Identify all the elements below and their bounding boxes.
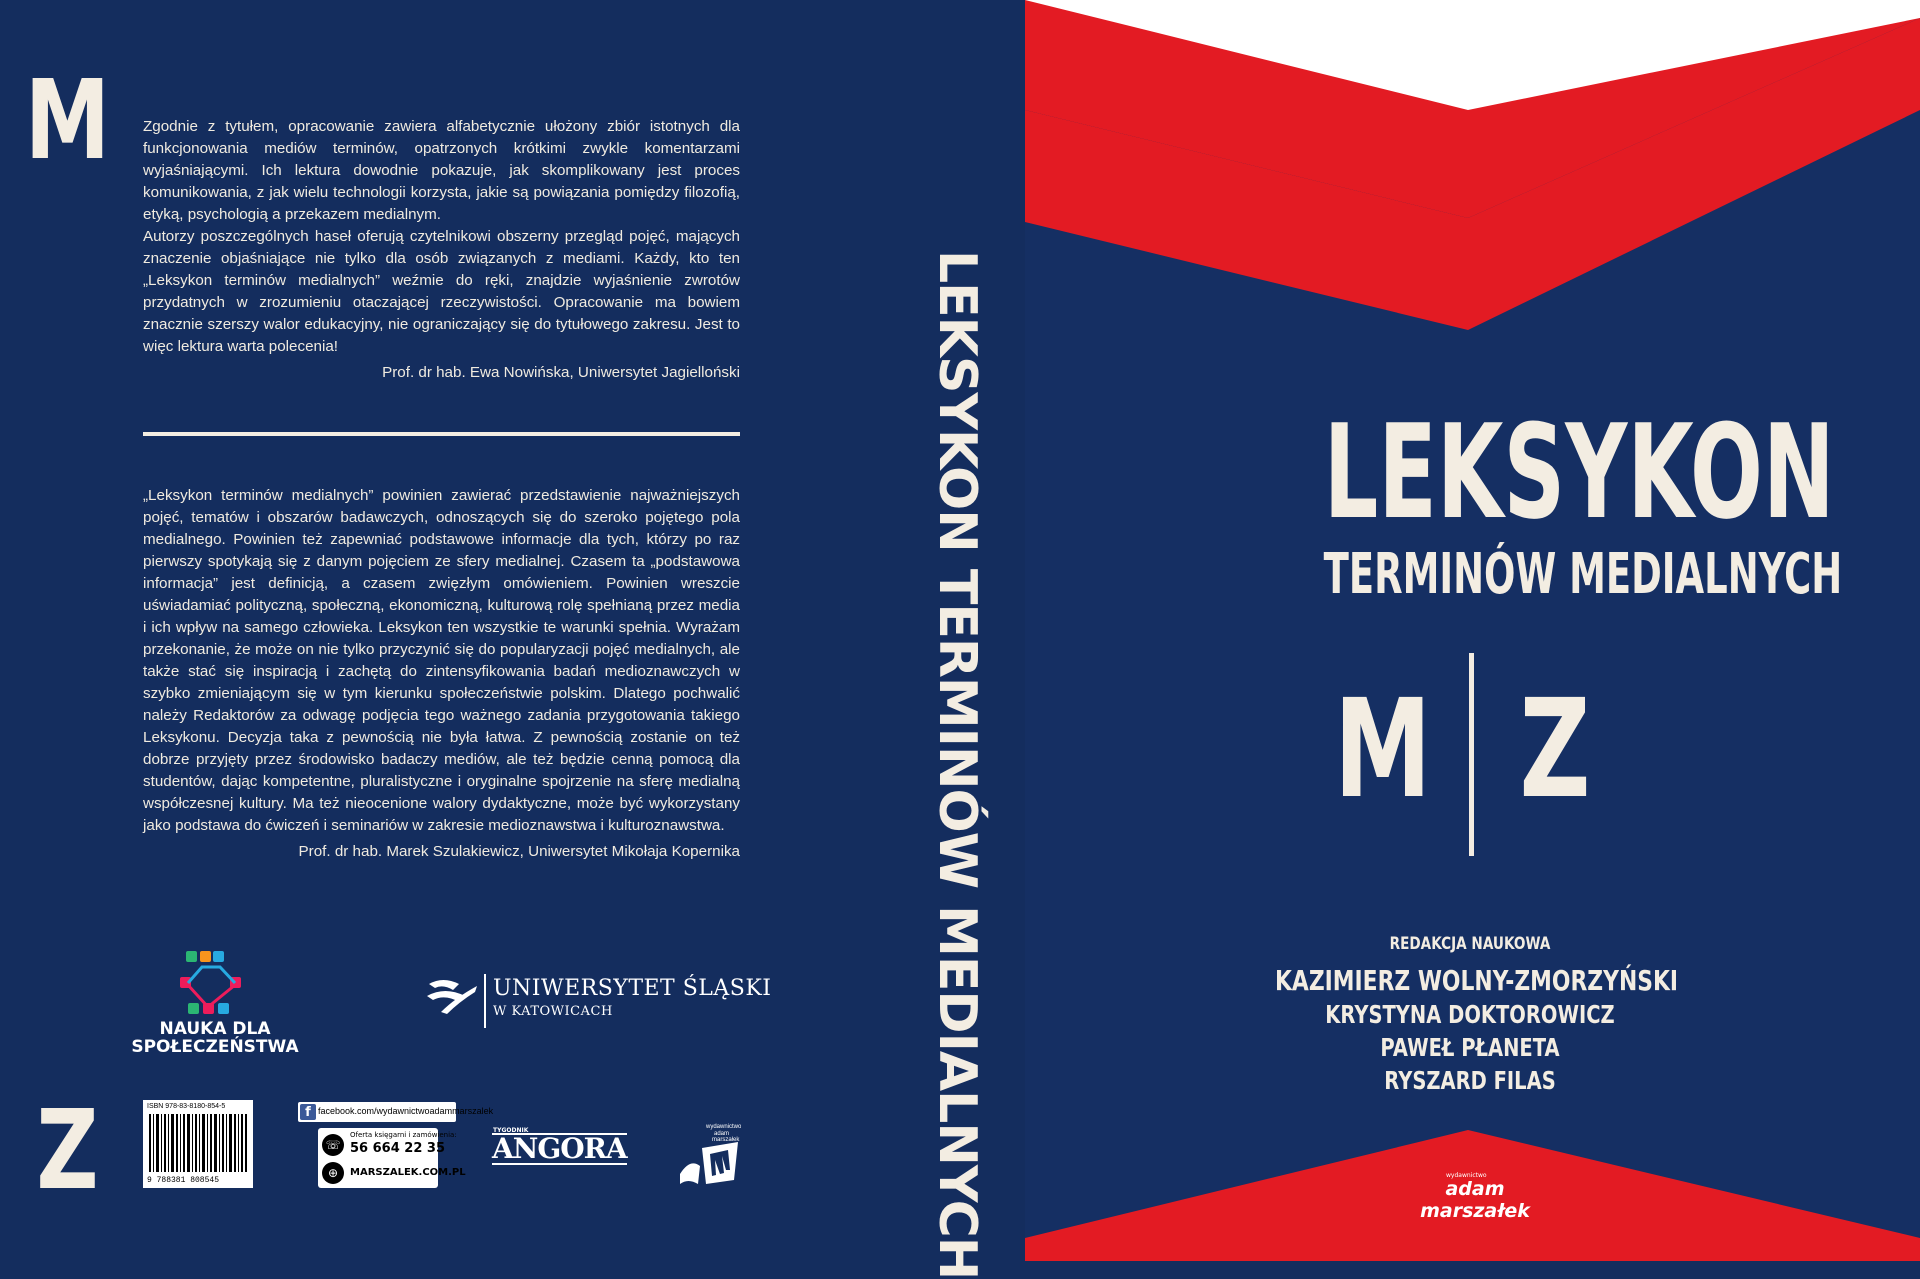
publisher-label: wydawnictwo	[1446, 1172, 1487, 1179]
editor-name: KRYSTYNA DOKTOROWICZ	[1325, 1000, 1615, 1029]
angora-logo: ANGORA	[492, 1132, 627, 1165]
nauka-logo-icon	[140, 945, 290, 1020]
spine-letter-m: M	[24, 56, 111, 184]
editor-name: KAZIMIERZ WOLNY-ZMORZYŃSKI	[1275, 964, 1679, 997]
facebook-url: facebook.com/wydawnictwoadammarszalek	[318, 1106, 494, 1116]
university-name: UNIWERSYTET ŚLĄSKI	[493, 976, 772, 1001]
spine-title: LEKSYKON TERMINÓW MEDIALNYCH	[927, 250, 987, 1279]
svg-text:wydawnictwo: wydawnictwo	[706, 1124, 741, 1130]
globe-icon: ⊕	[322, 1162, 344, 1184]
university-city: W KATOWICACH	[493, 1004, 613, 1019]
editor-name: PAWEŁ PŁANETA	[1380, 1033, 1560, 1062]
contact-label: Oferta księgarni i zamówienia:	[350, 1131, 457, 1139]
book-title: LEKSYKON	[1323, 396, 1835, 548]
contact-website: MARSZALEK.COM.PL	[350, 1167, 466, 1178]
publisher-logo: adam marszałek	[1420, 1178, 1530, 1222]
phone-icon: ☏	[322, 1134, 344, 1156]
university-logo-icon	[425, 976, 480, 1016]
book-subtitle: TERMINÓW MEDIALNYCH	[1323, 542, 1843, 607]
range-end-letter: Z	[1519, 671, 1591, 829]
range-start-letter: M	[1334, 671, 1432, 829]
blurb-2-paragraph: „Leksykon terminów medialnych” powinien zawierać przedstawienie najważniejszych pojęć, tematów i obszarów badawczych, odnoszących się do szeroko pojętego pola medialnego. Powinien też zapewniać podstawowe informacje dla tych, którzy po raz pierwszy spotykają się z danym pojęciem ze sfery medialnej. Czasem ta „podstawowa informacja” jest definicją, a czasem zwięzłym omówieniem. Powinien wreszcie uświadamiać polityczną, społeczną, ekonomiczną, kulturową rolę spełnianą przez media i ich wpływ na samego człowieka. Leksykon ten wszystkie te warunki spełnia. Wyrażam przekonanie, że może on nie tylko przyczynić się do popularyzacji pojęć medialnych, ale także stać się inspiracją i zachętą do zintensyfikowania badań medioznawczych w szybko zmieniającym się w tym kierunku społeczeństwie polskim. Dlatego pochwalić należy Redaktorów za odwagę podjęcia tego ważnego zadania przygotowania takiego Leksykonu. Decyzja taka z pewnością nie była łatwa. Z pewnością zostanie on też dobrze przyjęty przez środowisko badaczy mediów, ale też będzie cenną pomocą dla studentów, dając kompetentne, pluralistyczne i oryginalne spojrzenie na sferę medialną współczesnej kultury. Ma też nieocenione walory dydaktyczne, może być wykorzystany jako podstawa do ćwiczeń i seminariów w zakresie medioznawstwa i kulturoznawstwa.	[143, 487, 740, 834]
isbn-text: ISBN 978-83-8180-854-5	[147, 1103, 226, 1110]
university-logo-divider	[484, 974, 486, 1028]
barcode-icon	[143, 1100, 253, 1188]
editor-name: RYSZARD FILAS	[1384, 1066, 1556, 1095]
svg-text:adam: adam	[714, 1131, 730, 1137]
contact-phone: 56 664 22 35	[350, 1141, 445, 1156]
nauka-logo-text: NAUKA DLA SPOŁECZEŃSTWA	[131, 1019, 299, 1057]
barcode-number: 9 788381 808545	[147, 1176, 220, 1185]
blurb-1-paragraph-1: Zgodnie z tytułem, opracowanie zawiera alfabetycznie ułożony zbiór istotnych dla funkcjonowania mediów terminów, opatrzonych krótkimi zwykle komentarzami wyjaśniającymi. Ich lektura dowodnie pokazuje, jak skomplikowany jest proces komunikowania, z jak wielu technologii korzysta, jakie są powiązania pomiędzy filozofią, etyką, psychologią a przekazem medialnym.	[143, 118, 740, 223]
back-blurb-2	[143, 485, 740, 863]
range-divider	[1469, 653, 1474, 856]
barcode	[143, 1100, 253, 1188]
facebook-icon: f	[300, 1104, 316, 1120]
spine-letter-z: Z	[36, 1086, 99, 1214]
blurb-1-signature: Prof. dr hab. Ewa Nowińska, Uniwersytet Jagielloński	[382, 364, 740, 381]
divider-line	[143, 432, 740, 436]
editors-heading: REDAKCJA NAUKOWA	[1389, 934, 1551, 954]
svg-text:marszałek: marszałek	[712, 1137, 740, 1143]
back-blurb-1	[143, 116, 740, 384]
angora-label: TYGODNIK	[493, 1127, 529, 1134]
blurb-2-signature: Prof. dr hab. Marek Szulakiewicz, Uniwersytet Mikołaja Kopernika	[298, 843, 740, 860]
blurb-1-paragraph-2: Autorzy poszczególnych haseł oferują czytelnikowi obszerny przegląd pojęć, mających znaczenie objaśniające nie tylko dla osób związanych z mediami. Każdy, kto ten „Leksykon terminów medialnych” weźmie do ręki, znajdzie wyjaśnienie zwrotów przydatnych w zrozumieniu otaczającej rzeczywistości. Opracowanie ma bowiem znacznie szerszy walor edukacyjny, nie ograniczający się do tytułowego zakresu. Jest to więc lektura warta polecenia!	[143, 228, 740, 355]
publisher-small-logo-icon	[676, 1118, 741, 1190]
